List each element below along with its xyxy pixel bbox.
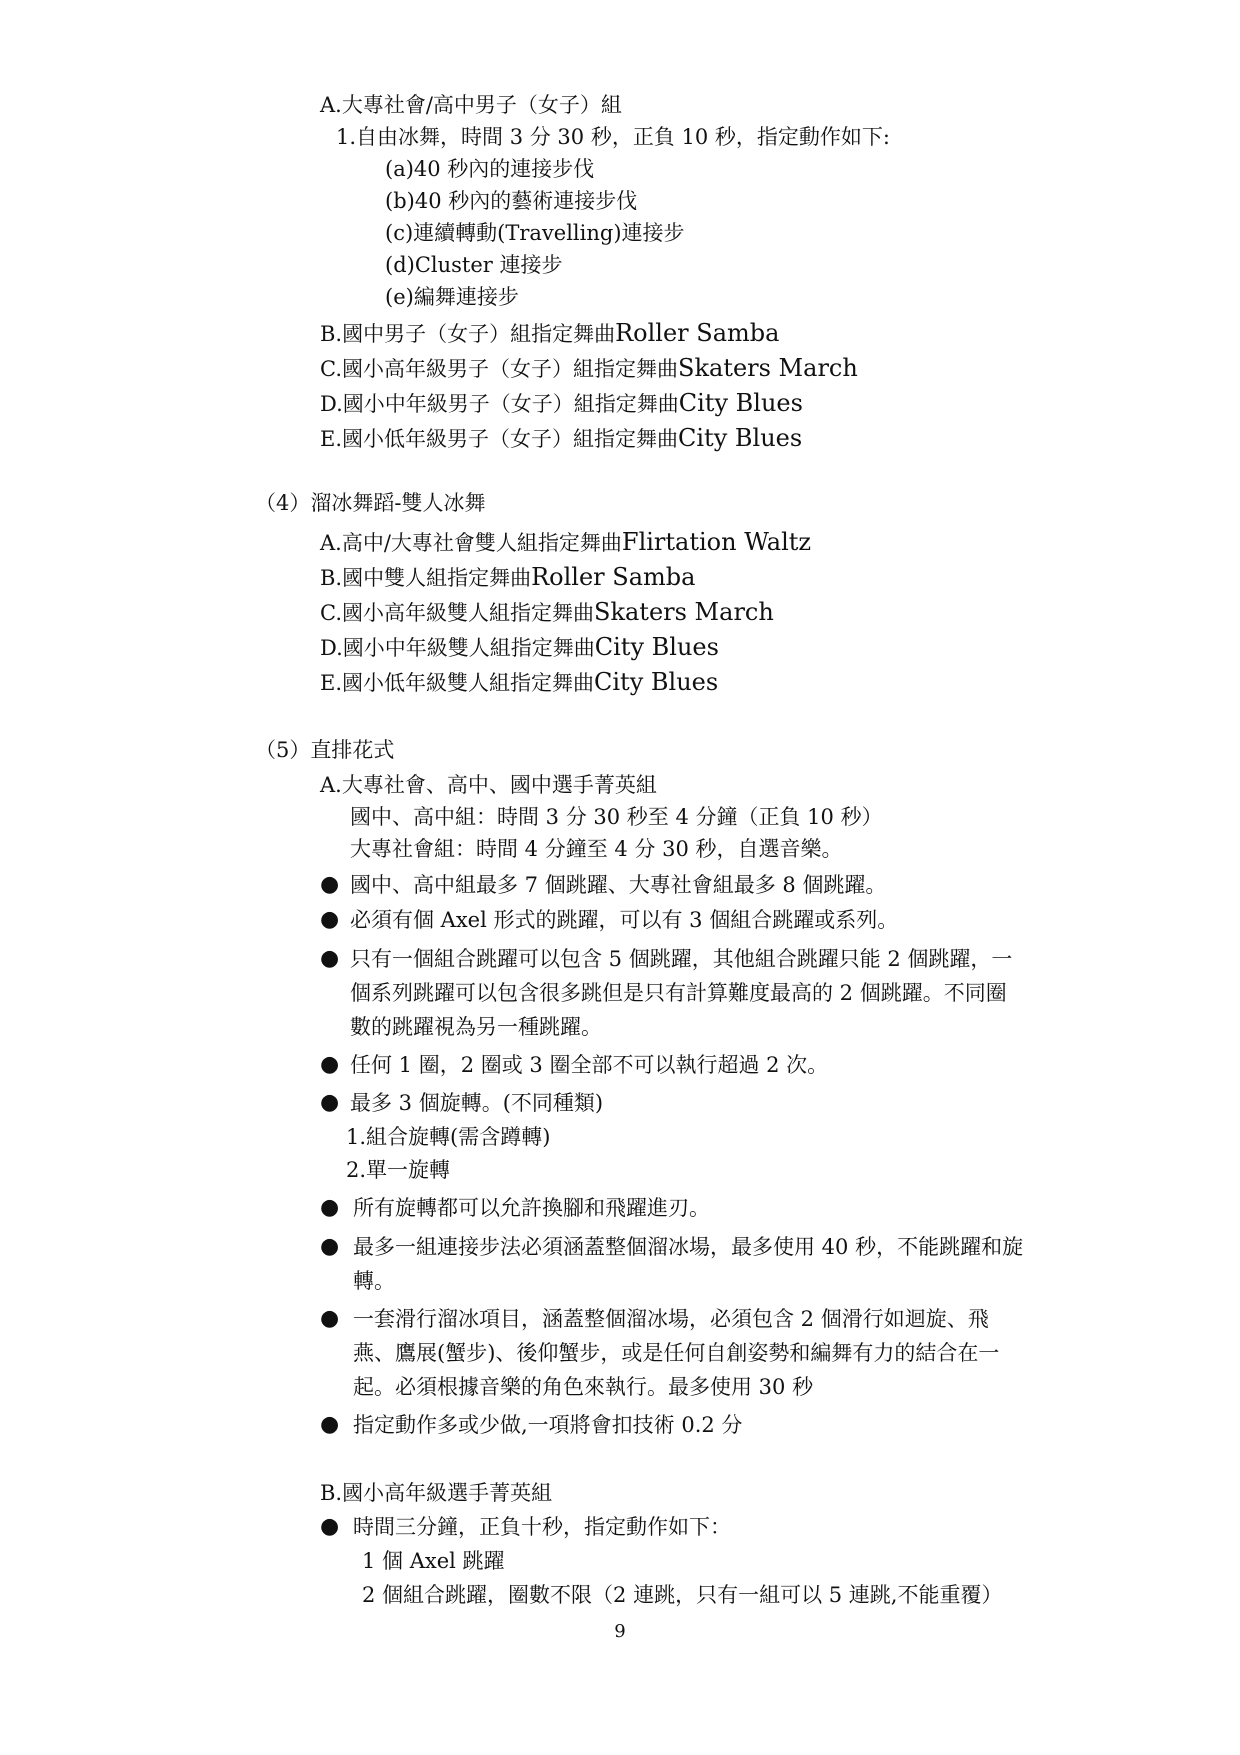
elite-b-axel: 1 個 Axel 跳躍 [362,1549,505,1573]
bullet-icon: ● [320,1514,340,1539]
dance-group-b [320,318,779,349]
pair-label: C.國小高年級雙人組指定舞曲 [320,601,594,625]
pair-music: Skaters March [594,598,774,626]
rule-jump-count: 國中、高中組最多 7 個跳躍、大專社會組最多 8 個跳躍。 [350,873,887,897]
elite-b-time: 時間三分鐘，正負十秒，指定動作如下： [353,1515,731,1539]
dance-group-label: C.國小高年級男子（女子）組指定舞曲 [320,357,678,381]
rule-glide-line-3: 起。必須根據音樂的角色來執行。最多使用 30 秒 [353,1375,814,1399]
elite-b-heading: B.國小高年級選手菁英組 [320,1481,553,1505]
section-4-heading: （4）溜冰舞蹈-雙人冰舞 [255,491,486,515]
bullet-icon: ● [320,1195,340,1220]
pair-label: E.國小低年級雙人組指定舞曲 [320,671,595,695]
rule-combo-line-1: 只有一個組合跳躍可以包含 5 個跳躍，其他組合跳躍只能 2 個跳躍，一 [350,947,1013,971]
pair-music: City Blues [594,668,719,696]
bullet-icon: ● [320,1412,340,1437]
rule-combo-line-2: 個系列跳躍可以包含很多跳但是只有計算難度最高的 2 個跳躍。不同圈 [350,981,1007,1005]
bullet-icon: ● [320,872,340,897]
section-a-heading: A.大專社會/高中男子（女子）組 [320,93,622,117]
pair-music: Roller Samba [531,563,696,591]
rule-glide-line-2: 燕、鷹展(蟹步)、後仰蟹步，或是任何自創姿勢和編舞有力的結合在一 [353,1341,1000,1365]
dance-group-c [320,353,858,384]
subitem-b: (b)40 秒內的藝術連接步伐 [385,189,638,213]
elite-a-time-2: 大專社會組：時間 4 分鐘至 4 分 30 秒，自選音樂。 [350,837,843,861]
rule-step-seq-line-2: 轉。 [353,1269,395,1293]
dance-group-label: D.國小中年級男子（女子）組指定舞曲 [320,392,679,416]
bullet-icon: ● [320,1090,340,1115]
pair-music: Flirtation Waltz [621,528,812,556]
subitem-a: (a)40 秒內的連接步伐 [385,157,595,181]
bullet-icon: ● [320,1234,340,1259]
elite-b-combo: 2 個組合跳躍，圈數不限（2 連跳，只有一組可以 5 連跳,不能重覆） [362,1583,1003,1607]
pair-item-d [320,632,719,663]
dance-music: Roller Samba [615,319,780,347]
rule-deduction: 指定動作多或少做,一項將會扣技術 0.2 分 [353,1413,743,1437]
bullet-icon: ● [320,1052,340,1077]
pair-item-e [320,667,718,698]
pair-label: B.國中雙人組指定舞曲 [320,566,532,590]
dance-group-label: E.國小低年級男子（女子）組指定舞曲 [320,427,679,451]
bullet-icon: ● [320,946,340,971]
rule-axel: 必須有個 Axel 形式的跳躍，可以有 3 個組合跳躍或系列。 [350,908,899,932]
subitem-c: (c)連續轉動(Travelling)連接步 [385,221,685,245]
elite-a-heading: A.大專社會、高中、國中選手菁英組 [320,773,657,797]
rule-step-seq-line-1: 最多一組連接步法必須涵蓋整個溜冰場，最多使用 40 秒，不能跳躍和旋 [353,1235,1024,1259]
bullet-icon: ● [320,1306,340,1331]
subitem-e: (e)編舞連接步 [385,285,519,309]
pair-item-a [320,527,811,558]
rule-combo-line-3: 數的跳躍視為另一種跳躍。 [350,1015,602,1039]
pair-item-c [320,597,774,628]
dance-group-e [320,423,802,454]
dance-music: Skaters March [678,354,858,382]
dance-music: City Blues [678,424,803,452]
dance-group-label: B.國中男子（女子）組指定舞曲 [320,322,616,346]
section-5-heading: （5）直排花式 [255,738,395,762]
spin-sub-2: 2.單一旋轉 [346,1158,451,1182]
dance-music: City Blues [678,389,803,417]
rule-spin-change: 所有旋轉都可以允許換腳和飛躍進刃。 [353,1196,710,1220]
pair-item-b [320,562,695,593]
free-dance-item: 1.自由冰舞，時間 3 分 30 秒，正負 10 秒，指定動作如下: [336,125,890,149]
dance-group-d [320,388,803,419]
pair-label: A.高中/大專社會雙人組指定舞曲 [320,531,622,555]
pair-label: D.國小中年級雙人組指定舞曲 [320,636,595,660]
rule-spins: 最多 3 個旋轉。(不同種類) [350,1091,604,1115]
pair-music: City Blues [594,633,719,661]
page-number: 9 [614,1621,626,1642]
rule-glide-line-1: 一套滑行溜冰項目，涵蓋整個溜冰場，必須包含 2 個滑行如迴旋、飛 [353,1307,989,1331]
subitem-d: (d)Cluster 連接步 [385,253,563,277]
elite-a-time-1: 國中、高中組：時間 3 分 30 秒至 4 分鐘（正負 10 秒） [350,805,883,829]
spin-sub-1: 1.組合旋轉(需含蹲轉) [346,1125,551,1149]
rule-rotation-limit: 任何 1 圈，2 圈或 3 圈全部不可以執行超過 2 次。 [350,1053,829,1077]
bullet-icon: ● [320,907,340,932]
